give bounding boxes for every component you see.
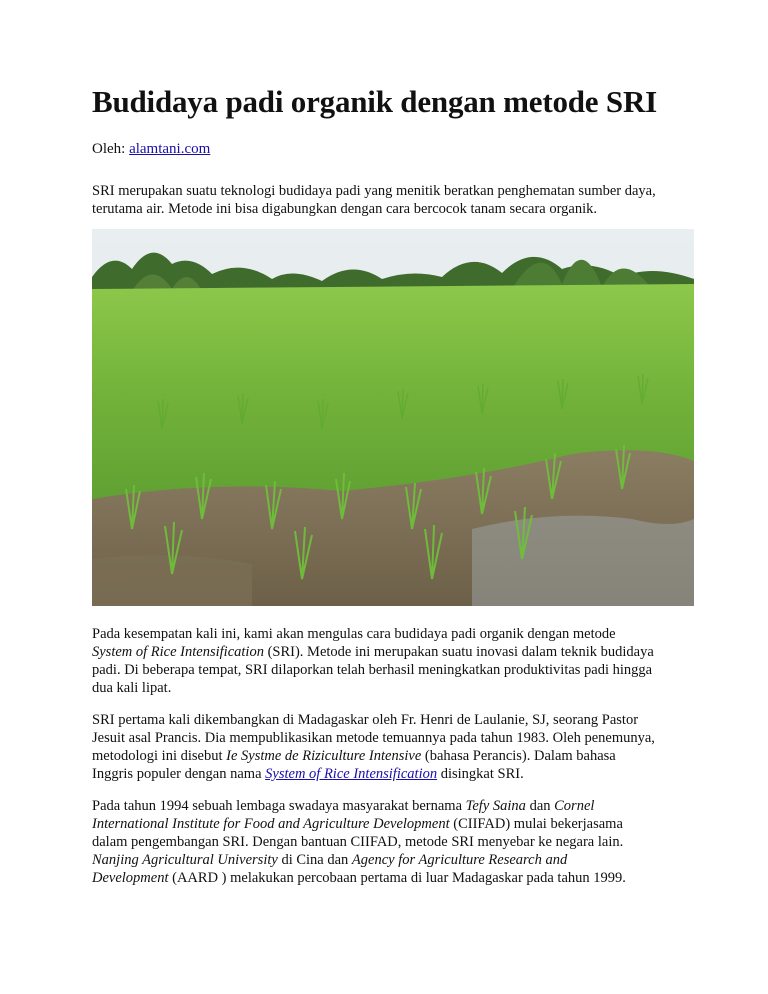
author-link[interactable]: alamtani.com xyxy=(129,141,211,157)
p3-text-5: (bahasa Perancis). Dalam bahasa xyxy=(421,748,616,764)
p3-text-3: metodologi ini disebut xyxy=(92,748,227,764)
p4-text-7: dalam pengembangan SRI. Dengan bantuan CIIFAD, metode SRI menyebar ke negara lain. xyxy=(92,834,624,850)
p2-text-5: dua kali lipat. xyxy=(92,680,172,696)
p4-text-6: (CIIFAD) mulai bekerjasama xyxy=(449,816,623,832)
p4-text-9: di Cina dan xyxy=(277,852,352,868)
p3-text-2: Jesuit asal Prancis. Dia mempublikasikan metode temuannya pada tahun 1983. Oleh penemunya, xyxy=(92,730,655,746)
p3-text-6: Inggris populer dengan nama xyxy=(92,766,266,782)
byline xyxy=(92,141,210,158)
p2-text-1: Pada kesempatan kali ini, kami akan mengulas cara budidaya padi organik dengan metode xyxy=(92,626,616,642)
p4-text-1: Pada tahun 1994 sebuah lembaga swadaya masyarakat bernama xyxy=(92,798,466,814)
paragraph-sri-intro xyxy=(92,625,690,697)
intro-paragraph xyxy=(92,182,690,218)
rice-field-photo xyxy=(92,229,694,606)
p4-text-12: (AARD ) melakukan percobaan pertama di luar Madagaskar pada tahun 1999. xyxy=(168,870,626,886)
p4-nanjing: Nanjing Agricultural University xyxy=(92,852,278,868)
p2-sri-term: System of Rice Intensification xyxy=(92,644,264,660)
page-title: Budidaya padi organik dengan metode SRI xyxy=(92,84,657,119)
intro-line-1: SRI merupakan suatu teknologi budidaya padi yang menitik beratkan penghematan sumber daya, xyxy=(92,183,656,199)
byline-prefix: Oleh: xyxy=(92,141,126,157)
sri-link[interactable]: System of Rice Intensification xyxy=(265,766,438,782)
p2-text-4: padi. Di beberapa tempat, SRI dilaporkan telah berhasil meningkatkan produktivitas padi hingga xyxy=(92,662,653,678)
p4-cornel: Cornel xyxy=(554,798,595,814)
p4-development: Development xyxy=(92,870,169,886)
paragraph-sri-spread xyxy=(92,797,690,887)
p4-tefy-saina: Tefy Saina xyxy=(465,798,526,814)
p4-agency: Agency for Agriculture Research and xyxy=(351,852,568,868)
p2-text-3: (SRI). Metode ini merupakan suatu inovasi dalam teknik budidaya xyxy=(263,644,654,660)
p3-text-8: disingkat SRI. xyxy=(437,766,524,782)
paragraph-sri-history xyxy=(92,711,690,783)
p4-institute-name: International Institute for Food and Agriculture Development xyxy=(92,816,450,832)
intro-line-2: terutama air. Metode ini bisa digabungkan dengan cara bercocok tanam secara organik. xyxy=(92,201,598,217)
p3-text-1: SRI pertama kali dikembangkan di Madagaskar oleh Fr. Henri de Laulanie, SJ, seorang Pastor xyxy=(92,712,639,728)
p3-french-term: Ie Systme de Riziculture Intensive xyxy=(226,748,422,764)
p4-text-3: dan xyxy=(525,798,555,814)
